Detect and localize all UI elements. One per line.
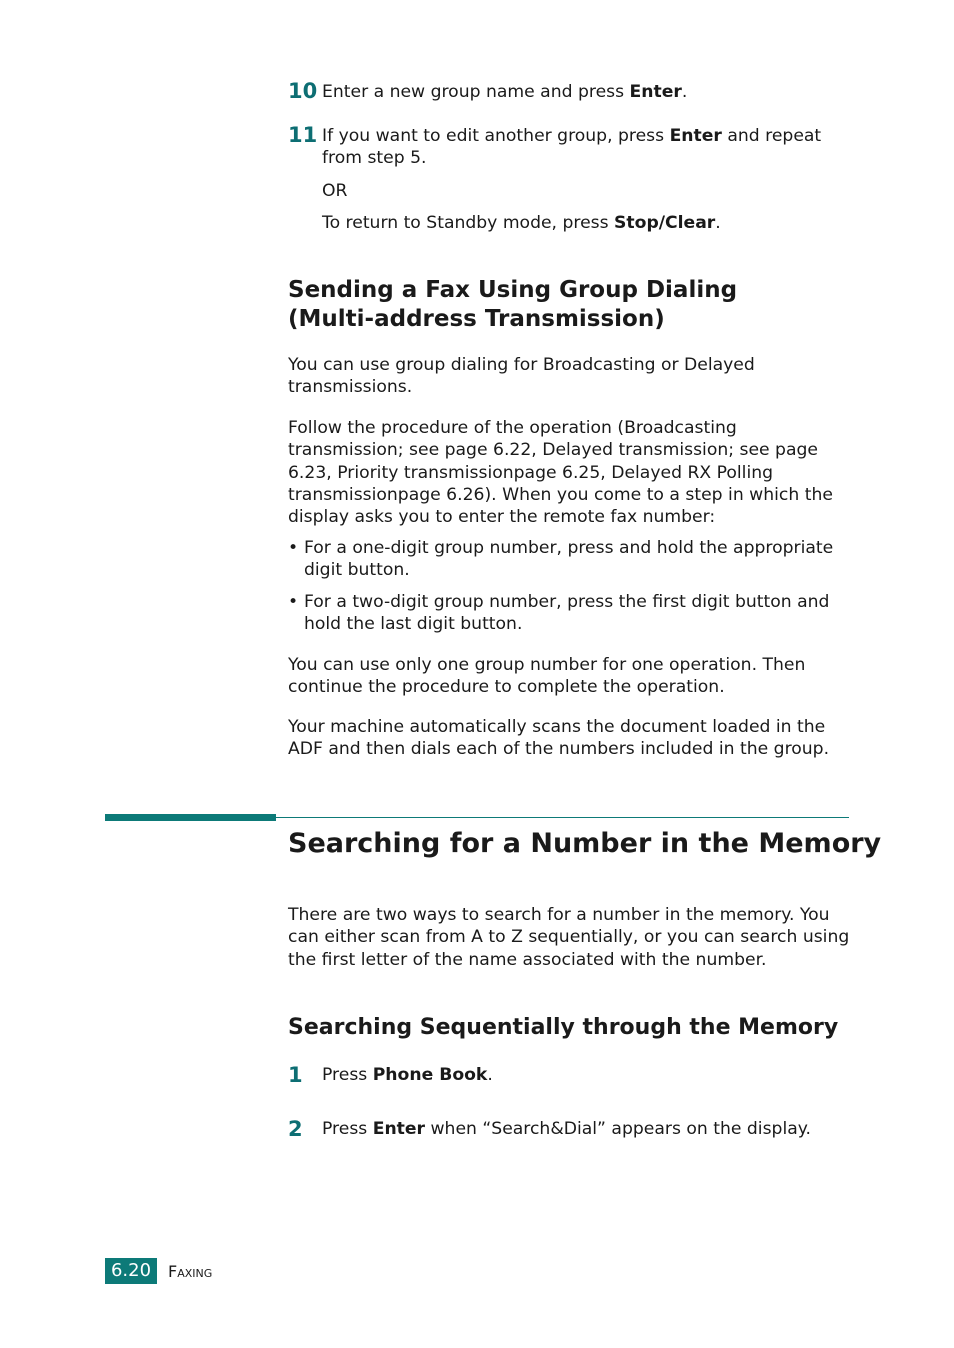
step-key-label: Enter <box>372 1119 426 1139</box>
step-text-pre: Press <box>322 1065 373 1085</box>
step-text-post: when “Search&Dial” appears on the display. <box>425 1119 811 1139</box>
footer-chapter-label: Faxing <box>168 1262 213 1281</box>
bullet-item <box>288 591 858 636</box>
chapter-heading: Searching for a Number in the Memory <box>288 828 882 859</box>
paragraph: You can use group dialing for Broadcasting or Delayed transmissions. <box>288 355 755 398</box>
step-text <box>322 125 852 170</box>
step-text-pre: Enter a new group name and press <box>322 82 630 102</box>
section-heading <box>288 276 737 334</box>
step-text <box>322 212 858 234</box>
step-text <box>322 1064 858 1086</box>
bullet-text: For a one-digit group number, press and hold the appropriate digit button. <box>304 538 834 581</box>
section-rule-accent <box>105 814 276 821</box>
step-key-label: Phone Book <box>372 1065 488 1085</box>
paragraph: There are two ways to search for a number in the memory. You can either scan from A to Z sequentially, or you can search using the first letter of the name associated with the number. <box>288 905 850 970</box>
subsection-heading: Searching Sequentially through the Memory <box>288 1015 839 1040</box>
step-text-post: . <box>681 82 688 102</box>
step-key-label: Stop/Clear <box>614 213 716 233</box>
step-text-post: and repeat from step 5. <box>322 126 822 169</box>
step-text-pre: To return to Standby mode, press <box>322 213 615 233</box>
step-number: 10 <box>288 79 318 103</box>
step-text <box>322 81 858 103</box>
section-heading-line: Sending a Fax Using Group Dialing <box>288 277 738 303</box>
step-text-post: . <box>715 213 721 233</box>
step-text-pre: If you want to edit another group, press <box>322 126 670 146</box>
section-rule <box>276 817 849 818</box>
step-number: 11 <box>288 123 318 147</box>
step-text <box>322 1118 858 1140</box>
page-number: 6.20 <box>105 1258 157 1284</box>
bullet-item <box>288 537 858 582</box>
paragraph: Follow the procedure of the operation (Broadcasting transmission; see page 6.22, Delayed transmission; see page 6.23, Priority transmissionpage 6.25, Delayed RX Polling transmissionpage 6.26). When you come to a step in which the display asks you to enter the remote fax number: <box>288 418 833 528</box>
step-key-label: Enter <box>669 126 722 146</box>
step-number: 1 <box>288 1063 303 1087</box>
section-heading-line: (Multi-address Transmission) <box>288 306 665 332</box>
step-text-pre: Press <box>322 1119 373 1139</box>
bullet-icon: • <box>288 592 299 612</box>
bullet-text: For a two-digit group number, press the first digit button and hold the last digit button. <box>304 592 830 635</box>
paragraph: You can use only one group number for one operation. Then continue the procedure to complete the operation. <box>288 655 806 698</box>
step-number: 2 <box>288 1117 303 1141</box>
step-text-post: . <box>487 1065 493 1085</box>
step-or: OR <box>322 181 348 201</box>
bullet-icon: • <box>288 538 299 558</box>
paragraph: Your machine automatically scans the document loaded in the ADF and then dials each of the numbers included in the group. <box>288 717 830 760</box>
step-key-label: Enter <box>629 82 682 102</box>
